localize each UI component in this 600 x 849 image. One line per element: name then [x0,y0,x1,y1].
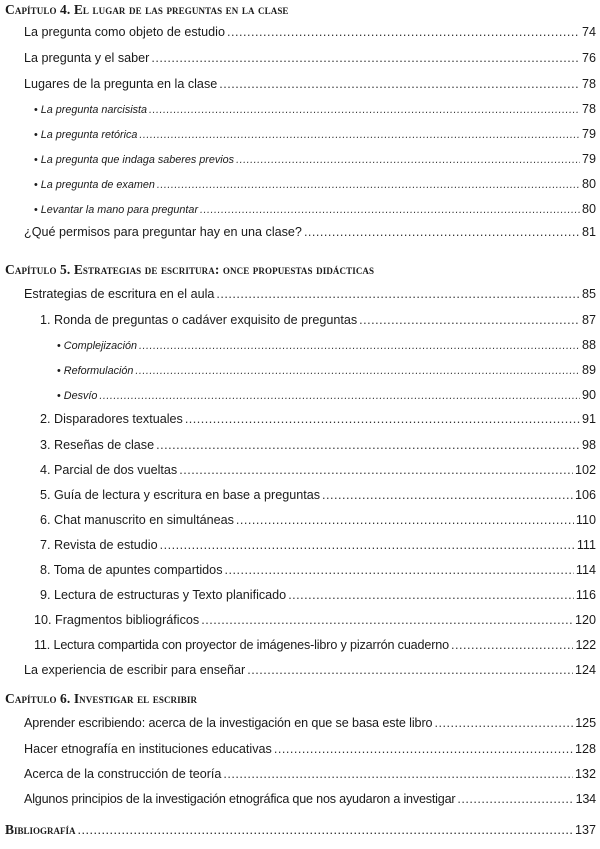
toc-entry[interactable] [24,224,596,240]
page-number: 85 [581,287,596,301]
toc-entry[interactable] [40,411,596,427]
entry-label: 10. Fragmentos bibliográficos [34,613,200,627]
toc-entry[interactable] [24,286,596,302]
dot-leader [223,766,573,782]
toc-entry[interactable] [24,715,596,731]
dot-leader [236,512,574,528]
entry-label: 3. Reseñas de clase [40,438,155,452]
entry-label: 11. Lectura compartida con proyector de imágenes-libro y pizarrón cuaderno [34,638,449,652]
page-number: 91 [581,412,596,426]
entry-label: La pregunta como objeto de estudio [24,25,225,39]
entry-label: 7. Revista de estudio [40,538,158,552]
entry-label: 1. Ronda de preguntas o cadáver exquisito de preguntas [40,313,358,327]
toc-entry[interactable] [24,741,596,757]
dot-leader [179,462,573,478]
dot-leader [135,363,580,379]
dot-leader [78,823,573,837]
entry-label: 6. Chat manuscrito en simultáneas [40,513,234,527]
entry-label: Aprender escribiendo: acerca de la investigación en que se basa este libro [24,716,433,730]
entry-label: Algunos principios de la investigación etnográfica que nos ayudaron a investigar [24,792,456,806]
dot-leader [434,715,573,731]
toc-entry[interactable] [40,562,596,578]
toc-subentry[interactable] [34,176,596,193]
chapter-4-title: Capítulo 4. El lugar de las preguntas en la clase [5,2,289,17]
entry-label: 8. Toma de apuntes compartidos [40,563,223,577]
page-number: 79 [581,152,596,166]
bullet-icon: • [57,365,64,377]
toc-subentry[interactable] [34,126,596,143]
entry-label: 2. Disparadores textuales [40,412,183,426]
dot-leader [185,411,580,427]
page-number: 102 [574,463,596,477]
page-number: 90 [581,388,596,402]
page-number: 74 [581,25,596,39]
dot-leader [201,612,573,628]
toc-subentry[interactable] [34,151,596,168]
entry-label: Acerca de la construcción de teoría [24,767,222,781]
entry-label: La pregunta y el saber [24,51,150,65]
toc-subentry[interactable] [34,101,596,118]
bullet-icon: • [34,179,41,191]
dot-leader [359,312,580,328]
page-number: 79 [581,127,596,141]
page-number: 125 [575,716,596,730]
entry-label: Lugares de la pregunta en la clase [24,77,218,91]
dot-leader [457,791,573,807]
toc-entry[interactable] [40,437,596,453]
dot-leader [139,338,580,354]
dot-leader [156,437,580,453]
page-number: 120 [574,613,596,627]
dot-leader [274,741,573,757]
entry-label: La pregunta retórica [40,129,138,141]
dot-leader [216,286,580,302]
page-number: 87 [581,313,596,327]
dot-leader [139,127,580,143]
entry-label: La pregunta que indaga saberes previos [40,154,235,166]
dot-leader [99,388,580,404]
dot-leader [236,152,580,168]
entry-label: Reformulación [63,365,134,377]
bullet-icon: • [57,390,64,402]
entry-label: La pregunta narcisista [40,104,148,116]
chapter-6-title: Capítulo 6. Investigar el escribir [5,691,198,706]
bullet-icon: • [57,340,64,352]
page-number: 78 [581,77,596,91]
toc-subentry[interactable] [57,362,596,379]
page-number: 114 [575,563,596,577]
page-number: 81 [581,225,596,239]
toc-entry[interactable] [40,587,596,603]
toc-entry-bibliography[interactable] [5,822,596,838]
dot-leader [288,587,574,603]
page-number: 80 [581,202,596,216]
dot-leader [149,102,580,118]
entry-label: Complejización [63,340,137,352]
page-number: 116 [575,588,596,602]
dot-leader [304,224,580,240]
bullet-icon: • [34,154,41,166]
chapter-5-title: Capítulo 5. Estrategias de escritura: once propuestas didácticas [5,262,375,277]
page-number: 128 [574,742,596,756]
toc-entry[interactable] [40,537,596,553]
entry-label: ¿Qué permisos para preguntar hay en una clase? [24,225,302,239]
toc-entry[interactable] [24,24,596,40]
toc-entry[interactable] [34,612,596,628]
entry-label: Hacer etnografía en instituciones educativas [24,742,272,756]
toc-entry[interactable] [40,312,596,328]
entry-label: La pregunta de examen [40,179,155,191]
page-number: 76 [581,51,596,65]
page-number: 88 [581,338,596,352]
page-number: 137 [574,823,596,837]
dot-leader [322,487,573,503]
page-number: 110 [575,513,596,527]
toc-entry[interactable] [40,512,596,528]
toc-entry[interactable] [24,766,596,782]
page-number: 89 [581,363,596,377]
page-number: 132 [574,767,596,781]
toc-entry[interactable] [24,50,596,66]
page-number: 111 [576,538,596,552]
page-number: 78 [581,102,596,116]
dot-leader [219,76,580,92]
dot-leader [200,202,580,218]
page-number: 122 [575,638,596,652]
entry-label: La experiencia de escribir para enseñar [24,663,246,677]
toc-entry[interactable] [34,637,596,653]
page-number: 124 [574,663,596,677]
page-number: 98 [581,438,596,452]
toc-entry[interactable] [24,662,596,678]
entry-label: 5. Guía de lectura y escritura en base a preguntas [40,488,321,502]
toc-subentry[interactable] [57,337,596,354]
entry-label: 9. Lectura de estructuras y Texto planificado [40,588,287,602]
bullet-icon: • [34,204,41,216]
dot-leader [225,562,574,578]
dot-leader [247,662,573,678]
dot-leader [157,177,580,193]
dot-leader [451,637,573,653]
bullet-icon: • [34,129,41,141]
page-number: 106 [574,488,596,502]
entry-label: 4. Parcial de dos vueltas [40,463,178,477]
entry-label: Estrategias de escritura en el aula [24,287,215,301]
page-number: 134 [575,792,596,806]
entry-label: Levantar la mano para preguntar [40,204,199,216]
dot-leader [227,24,580,40]
toc-entry[interactable] [40,487,596,503]
toc-subentry[interactable] [34,201,596,218]
toc-entry[interactable] [24,76,596,92]
dot-leader [151,50,580,66]
toc-subentry[interactable] [57,387,596,404]
bullet-icon: • [34,104,41,116]
toc-entry[interactable] [40,462,596,478]
page-number: 80 [581,177,596,191]
bibliography-label: Bibliografía [5,822,76,837]
toc-entry[interactable] [24,791,596,807]
dot-leader [160,537,575,553]
entry-label: Desvío [63,390,98,402]
